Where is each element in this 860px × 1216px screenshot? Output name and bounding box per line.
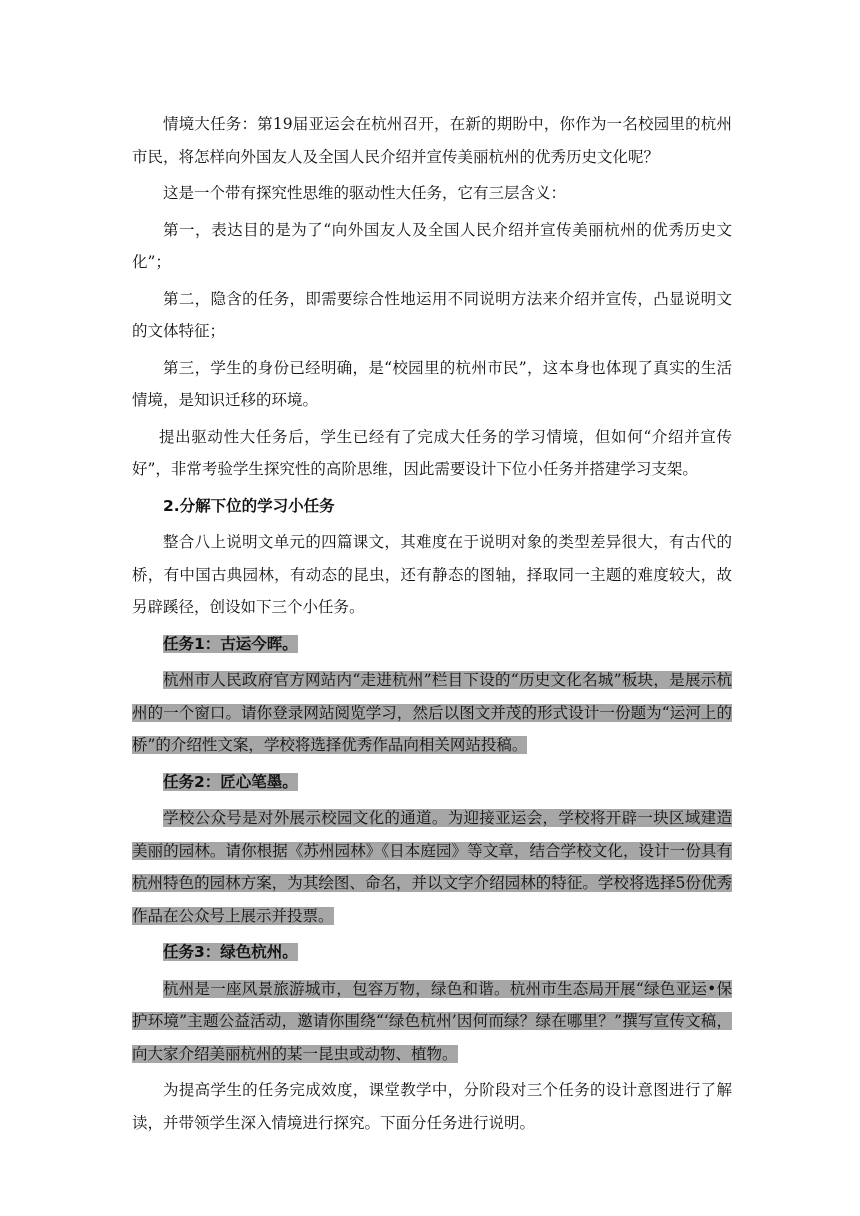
paragraph-three-meanings: 这是一个带有探究性思维的驱动性大任务，它有三层含义： <box>163 184 567 202</box>
task2-body: 学校公众号是对外展示校园文化的通道。为迎接亚运会，学校将开辟一块区域建造美丽的园林。请你根据《苏州园林》《日本庭园》等文章，结合学校文化，设计一份具有杭州特色的园林方案，为其绘图、命名，并以文字介绍园林的特征。学校将选择5份优秀作品在公众号上展示并投票。 <box>132 809 732 925</box>
paragraph-second-meaning: 第二，隐含的任务，即需要综合性地运用不同说明方法来介绍并宣传，凸显说明文的文体特征； <box>132 289 732 340</box>
task2-title: 任务2：匠心笔墨。 <box>163 772 298 791</box>
section-heading-2: 2.分解下位的学习小任务 <box>163 496 335 515</box>
paragraph-intro: 情境大任务：第19届亚运会在杭州召开，在新的期盼中，你作为一名校园里的杭州市民，将怎样向外国友人及全国人民介绍并宣传美丽杭州的优秀历史文化呢？ <box>132 115 732 166</box>
task2-body-paragraph <box>132 802 732 932</box>
document-body <box>132 108 732 1139</box>
paragraph-third-meaning: 第三，学生的身份已经明确，是“校园里的杭州市民”，这本身也体现了真实的生活情境，是知识迁移的环境。 <box>132 358 732 409</box>
paragraph-closing: 为提高学生的任务完成效度，课堂教学中，分阶段对三个任务的设计意图进行了解读，并带领学生深入情境进行探究。下面分任务进行说明。 <box>132 1081 732 1132</box>
paragraph-first-meaning: 第一，表达目的是为了“向外国友人及全国人民介绍并宣传美丽杭州的优秀历史文化”； <box>132 220 732 271</box>
task1-title-paragraph <box>132 628 732 661</box>
task1-title: 任务1：古运今晖。 <box>163 634 298 653</box>
task2-title-paragraph <box>132 766 732 799</box>
task3-body: 杭州是一座风景旅游城市，包容万物，绿色和谐。杭州市生态局开展“绿色亚运•保护环境”主题公益活动，邀请你围绕“‘绿色杭州’因何而绿？绿在哪里？”撰写宣传文稿，向大家介绍美丽杭州的某一昆虫或动物、植物。 <box>132 979 732 1063</box>
task3-title: 任务3：绿色杭州。 <box>163 943 298 961</box>
task1-body: 杭州市人民政府官方网站内“走进杭州”栏目下设的“历史文化名城”板块，是展示杭州的一个窗口。请你登录网站阅览学习，然后以图文并茂的形式设计一份题为“运河上的桥”的介绍性文案，学校将选择优秀作品向相关网站投稿。 <box>132 671 732 754</box>
task3-title-paragraph <box>132 936 732 969</box>
task3-body-paragraph <box>132 973 732 1071</box>
task1-body-paragraph <box>132 664 732 762</box>
paragraph-integrate: 整合八上说明文单元的四篇课文，其难度在于说明对象的类型差异很大，有古代的桥，有中国古典园林，有动态的昆虫，还有静态的图轴，择取同一主题的难度较大，故另辟蹊径，创设如下三个小任务。 <box>132 533 732 616</box>
paragraph-after-task: 提出驱动性大任务后，学生已经有了完成大任务的学习情境，但如何“介绍并宣传好”，非常考验学生探究性的高阶思维，因此需要设计下位小任务并搭建学习支架。 <box>132 427 732 478</box>
